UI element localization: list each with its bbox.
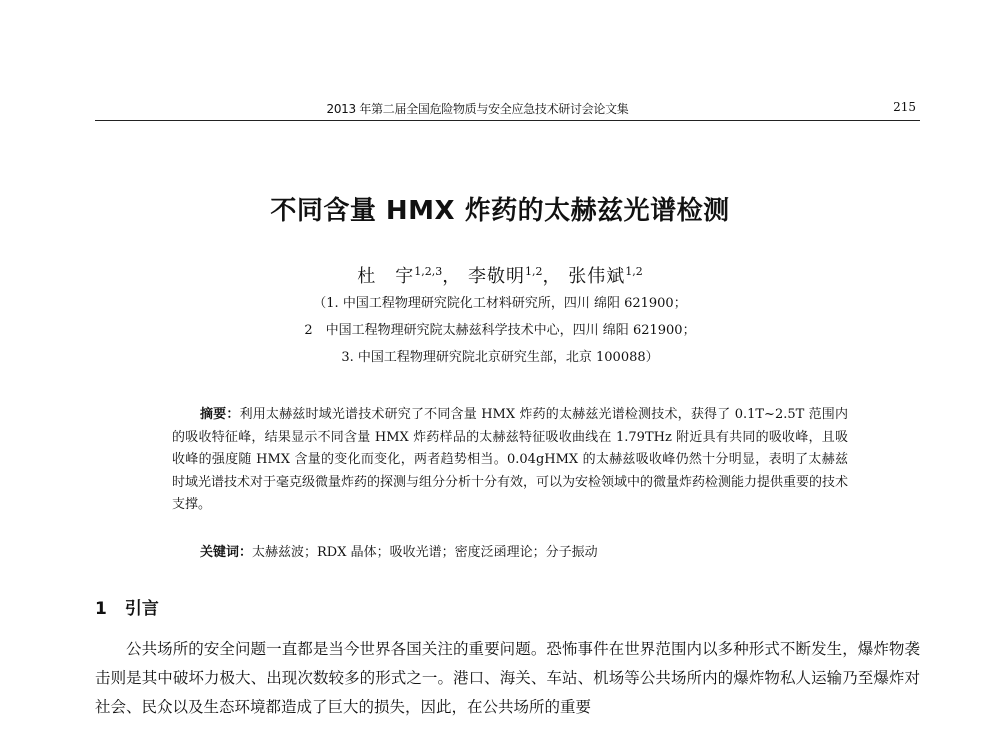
- author-name: 杜 宇: [357, 266, 415, 287]
- keywords-label: 关键词：: [200, 545, 253, 560]
- author-name: 李敬明: [468, 266, 525, 287]
- intro-paragraph: 公共场所的安全问题一直都是当今世界各国关注的重要问题。恐怖事件在世界范围内以多种形式不断发生，爆炸物袭击则是其中破坏力极大、出现次数较多的形式之一。港口、海关、车站、机场等公共场所内的爆炸物私人运输乃至爆炸对社会、民众以及生态环境都造成了巨大的损失，因此，在公共场所的重要: [95, 640, 920, 716]
- author-separator: ，: [442, 266, 462, 287]
- author-separator: ，: [542, 266, 562, 287]
- running-header: [95, 98, 920, 121]
- affiliation-2: 2 中国工程物理研究院太赫兹科学技术中心，四川 绵阳 621900；: [304, 323, 696, 338]
- keywords: [200, 541, 598, 560]
- author-affil-marks: 1,2,3: [414, 265, 443, 278]
- section-title: 引言: [124, 599, 159, 619]
- paper-title: 不同含量 HMX 炸药的太赫兹光谱检测: [270, 196, 730, 226]
- author-affil-marks: 1,2: [525, 265, 543, 278]
- affiliation-3: 3. 中国工程物理研究院北京研究生部，北京 100088）: [341, 350, 659, 365]
- section-number: 1: [95, 599, 107, 619]
- abstract-text: 利用太赫兹时域光谱技术研究了不同含量 HMX 炸药的太赫兹光谱检测技术，获得了 0.1T~2.5T 范围内的吸收特征峰，结果显示不同含量 HMX 炸药样品的太赫兹特征吸收曲线在 1.79THz 附近具有共同的吸收峰，且吸收峰的强度随 HMX 含量的变化而变化，两者趋势相当。0.04gHMX 的太赫兹吸收峰仍然十分明显，表明了太赫兹时域光谱技术对于毫克级微量炸药的探测与组分分析十分有效，可以为安检领域中的微量炸药检测能力提供重要的技术支撑。: [172, 407, 849, 513]
- running-title: 2013 年第二届全国危险物质与安全应急技术研讨会论文集: [326, 102, 629, 116]
- author-name: 张伟斌: [568, 266, 626, 287]
- page-number: 215: [893, 100, 916, 114]
- keywords-text: 太赫兹波；RDX 晶体；吸收光谱；密度泛函理论；分子振动: [252, 545, 598, 560]
- author-line: [0, 262, 1000, 288]
- author-affil-marks: 1,2: [625, 265, 643, 278]
- abstract: [172, 404, 848, 517]
- section-heading: [95, 594, 159, 619]
- affiliation-1: （1. 中国工程物理研究院化工材料研究所，四川 绵阳 621900；: [313, 296, 687, 311]
- intro-body: [95, 635, 920, 722]
- abstract-label: 摘要：: [200, 407, 240, 422]
